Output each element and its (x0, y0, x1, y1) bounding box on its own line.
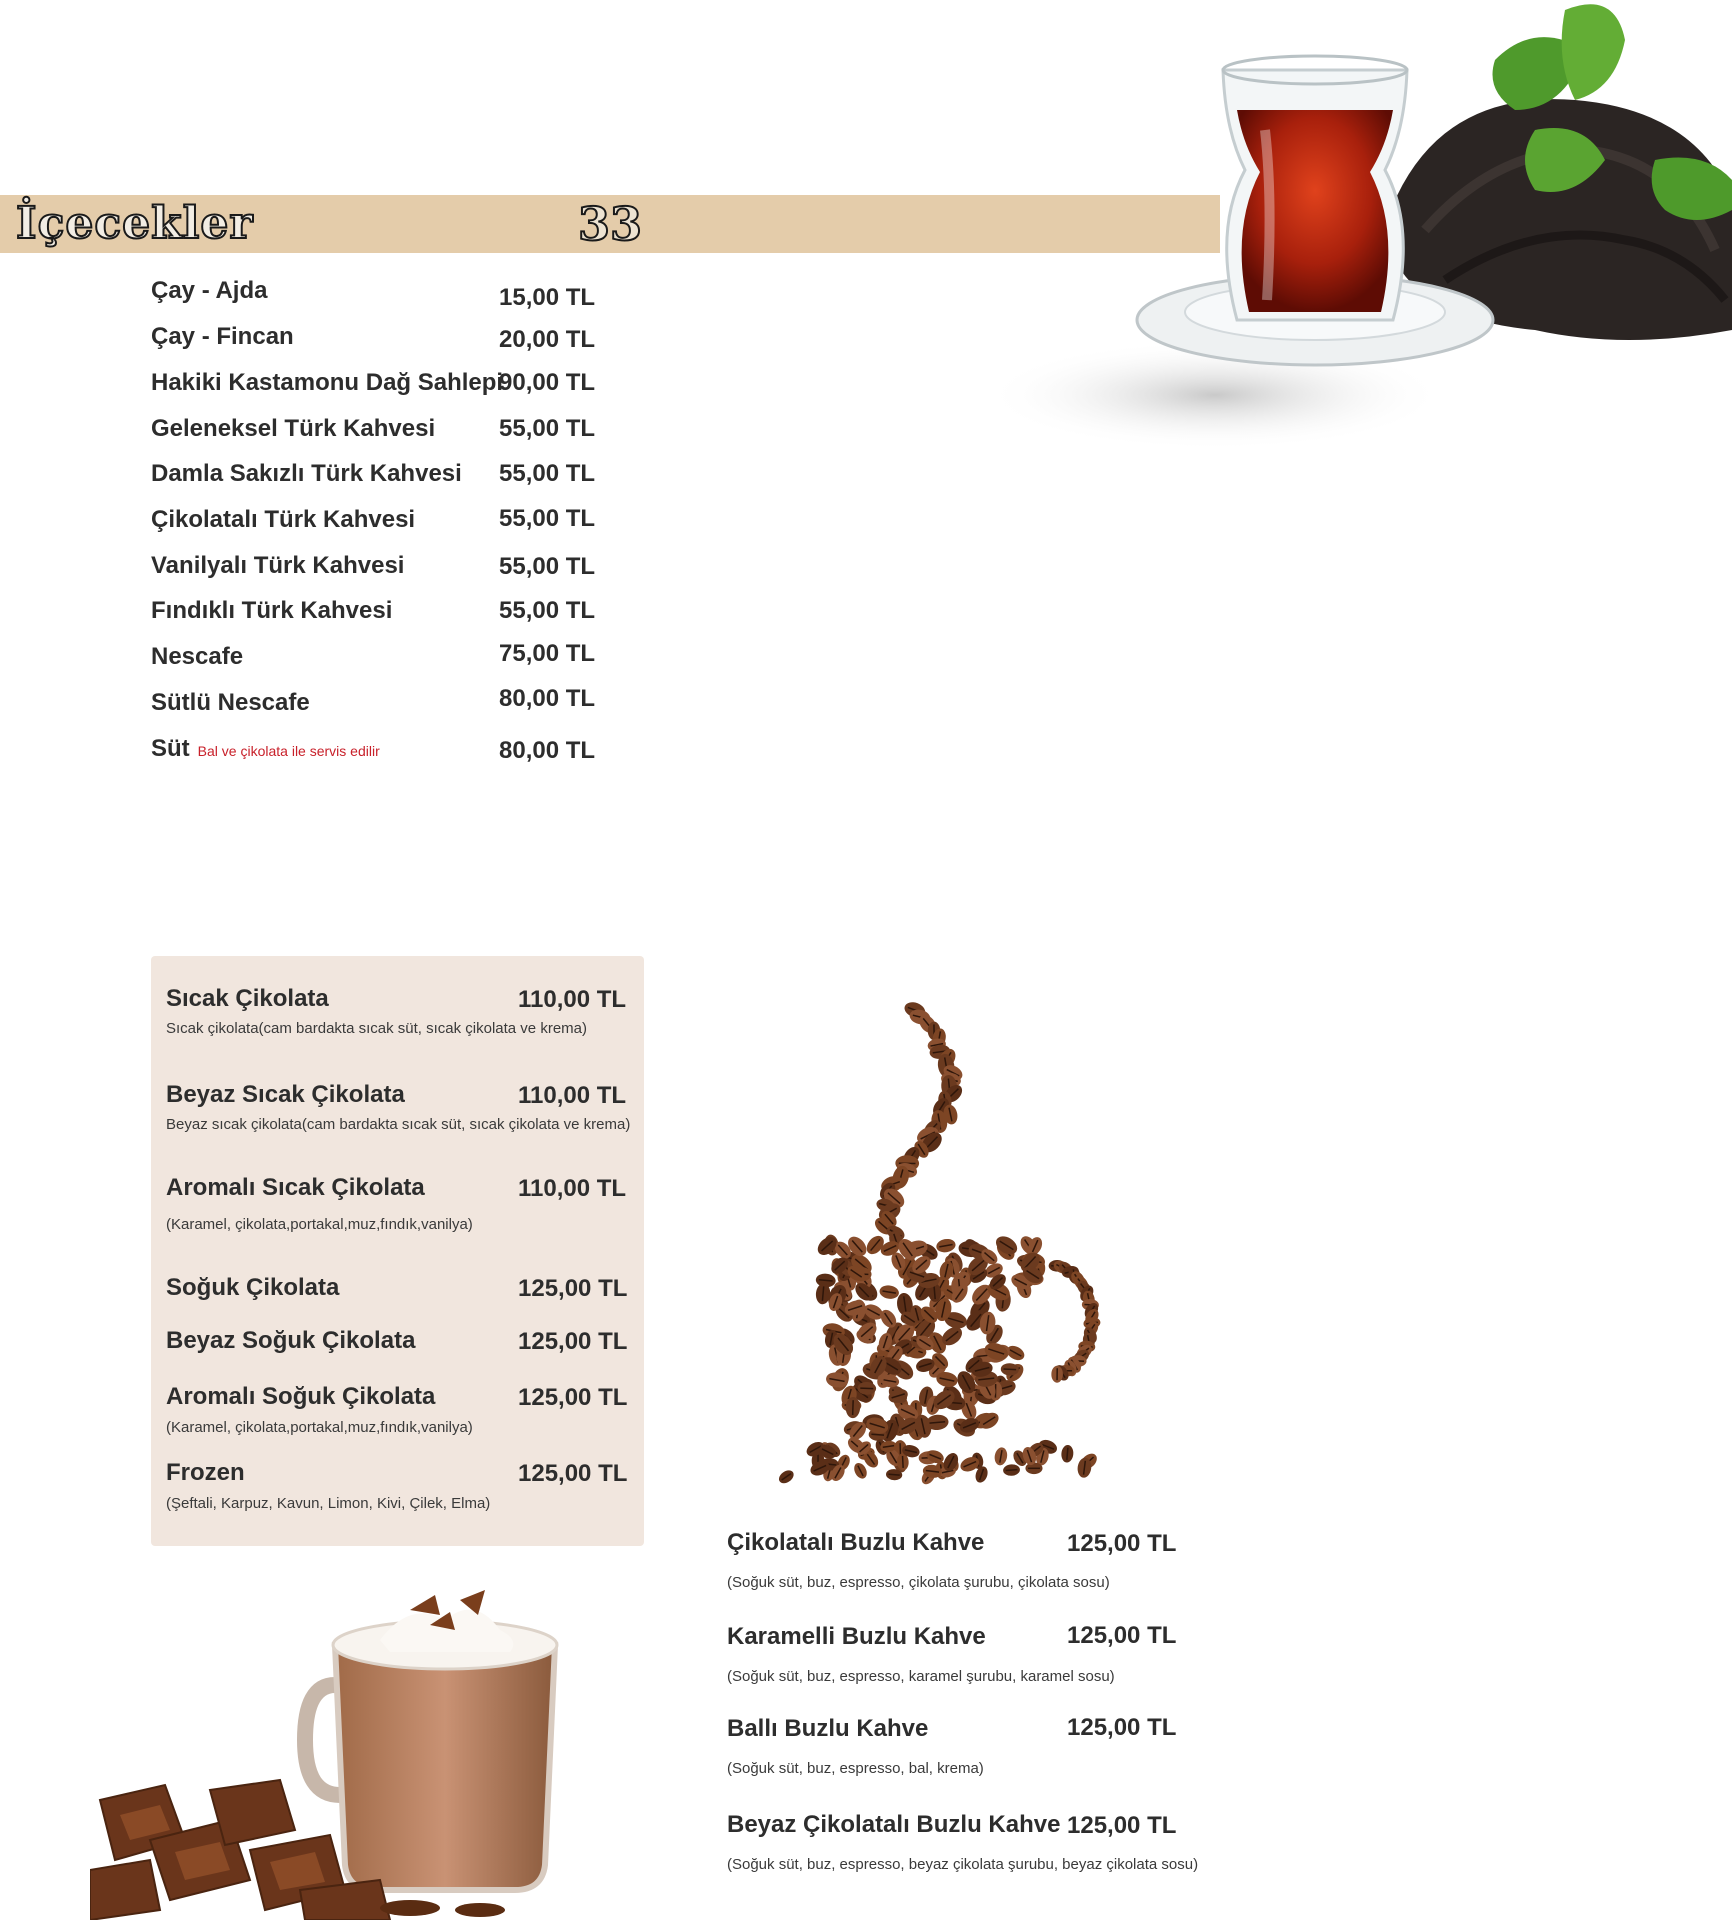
menu-item-price: 125,00 TL (1067, 1622, 1177, 1649)
menu-item-price: 55,00 TL (499, 597, 596, 624)
menu-item-price: 55,00 TL (499, 415, 596, 442)
menu-item-description: (Soğuk süt, buz, espresso, beyaz çikolata şurubu, beyaz çikolata sosu) (727, 1856, 1199, 1873)
menu-item-name: Çay - Ajda (151, 277, 268, 304)
menu-item-price: 55,00 TL (499, 505, 596, 532)
menu-item-description: Beyaz sıcak çikolata(cam bardakta sıcak süt, sıcak çikolata ve krema) (166, 1116, 631, 1133)
menu-item-name: Çay - Fincan (151, 323, 294, 350)
menu-item-price: 125,00 TL (518, 1384, 628, 1411)
menu-item-name: Soğuk Çikolata (166, 1274, 340, 1301)
menu-item-description: (Soğuk süt, buz, espresso, bal, krema) (727, 1760, 984, 1777)
menu-item-price: 55,00 TL (499, 553, 596, 580)
menu-item-name: Geleneksel Türk Kahvesi (151, 415, 436, 442)
menu-item-name: Hakiki Kastamonu Dağ Sahlepi (151, 369, 504, 396)
menu-item-note: Bal ve çikolata ile servis edilir (197, 743, 380, 759)
menu-item-price: 15,00 TL (499, 284, 596, 311)
menu-item-name (151, 735, 380, 763)
turkish-tea-glass-image (975, 0, 1732, 470)
menu-item-price: 90,00 TL (499, 369, 596, 396)
menu-item-price: 20,00 TL (499, 326, 596, 353)
menu-item-price: 80,00 TL (499, 737, 596, 764)
menu-item-name: Karamelli Buzlu Kahve (727, 1623, 986, 1650)
menu-item-name: Ballı Buzlu Kahve (727, 1715, 929, 1742)
menu-item-price: 80,00 TL (499, 685, 596, 712)
menu-item-price: 125,00 TL (518, 1460, 628, 1487)
menu-item-description: (Karamel, çikolata,portakal,muz,fındık,vanilya) (166, 1419, 473, 1436)
menu-item-price: 125,00 TL (518, 1328, 628, 1355)
menu-item-name: Sütlü Nescafe (151, 689, 310, 716)
menu-item-description: (Soğuk süt, buz, espresso, karamel şurubu, karamel sosu) (727, 1668, 1115, 1685)
menu-item-price: 110,00 TL (518, 986, 627, 1013)
menu-item-name: Beyaz Sıcak Çikolata (166, 1081, 405, 1108)
menu-item-name-text: Süt (151, 735, 190, 762)
coffee-bean-cup-image (770, 990, 1170, 1495)
menu-item-name: Vanilyalı Türk Kahvesi (151, 552, 405, 579)
menu-item-price: 110,00 TL (518, 1082, 627, 1109)
menu-item-name: Damla Sakızlı Türk Kahvesi (151, 460, 462, 487)
menu-item-name: Çikolatalı Buzlu Kahve (727, 1529, 985, 1556)
menu-item-name: Beyaz Soğuk Çikolata (166, 1327, 416, 1354)
menu-item-price: 75,00 TL (499, 640, 596, 667)
menu-item-description: Sıcak çikolata(cam bardakta sıcak süt, sıcak çikolata ve krema) (166, 1020, 587, 1037)
menu-item-name: Aromalı Sıcak Çikolata (166, 1174, 425, 1201)
menu-item-description: (Karamel, çikolata,portakal,muz,fındık,vanilya) (166, 1216, 473, 1233)
menu-item-name: Beyaz Çikolatalı Buzlu Kahve (727, 1811, 1061, 1838)
page-number: 33 (578, 197, 643, 251)
menu-item-price: 110,00 TL (518, 1175, 627, 1202)
menu-item-name: Aromalı Soğuk Çikolata (166, 1383, 436, 1410)
page-title: İçecekler (16, 198, 254, 249)
menu-item-price: 125,00 TL (1067, 1714, 1177, 1741)
chocolate-drinks-panel (151, 956, 644, 1546)
menu-item-name: Nescafe (151, 643, 244, 670)
hot-chocolate-mug-image (90, 1590, 600, 1920)
menu-item-price: 55,00 TL (499, 460, 596, 487)
menu-item-name: Frozen (166, 1459, 245, 1486)
menu-item-description: (Şeftali, Karpuz, Kavun, Limon, Kivi, Çilek, Elma) (166, 1495, 491, 1512)
menu-item-name: Fındıklı Türk Kahvesi (151, 597, 393, 624)
menu-item-name: Çikolatalı Türk Kahvesi (151, 506, 416, 533)
menu-item-price: 125,00 TL (1067, 1530, 1177, 1557)
menu-item-price: 125,00 TL (518, 1275, 628, 1302)
menu-item-name: Sıcak Çikolata (166, 985, 329, 1012)
menu-item-description: (Soğuk süt, buz, espresso, çikolata şurubu, çikolata sosu) (727, 1574, 1110, 1591)
menu-item-price: 125,00 TL (1067, 1812, 1177, 1839)
